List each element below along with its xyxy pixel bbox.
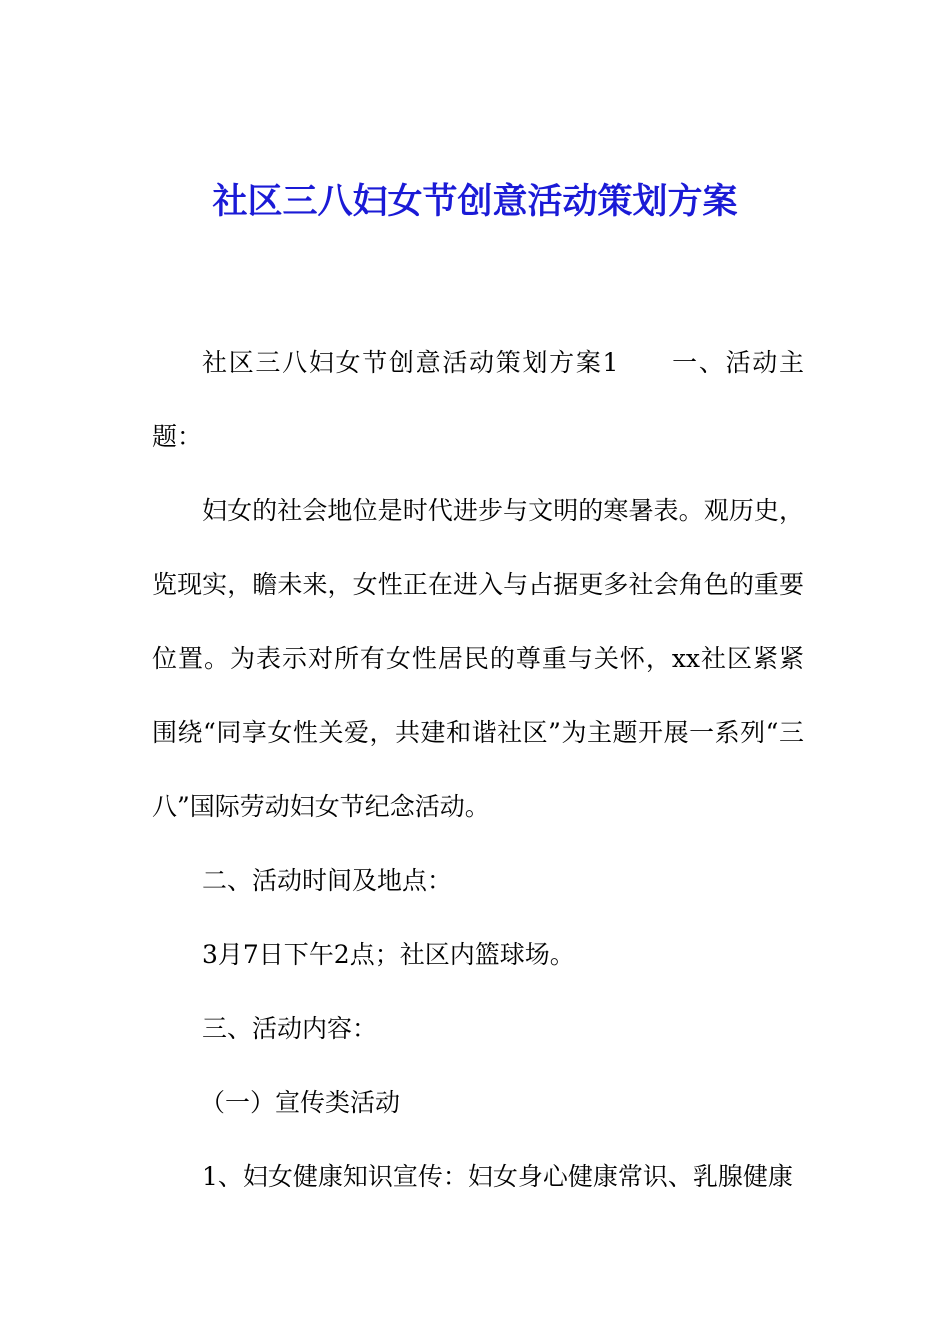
section-one-heading: 一、活动主题： xyxy=(152,348,804,451)
paragraph-time-place: 3月7日下午2点；社区内篮球场。 xyxy=(202,940,575,969)
section-three-heading: 三、活动内容： xyxy=(202,1014,378,1043)
plan-number-text: 社区三八妇女节创意活动策划方案1 xyxy=(202,348,619,377)
document-body xyxy=(152,326,804,1214)
paragraph-plan-heading xyxy=(152,326,804,474)
paragraph-item-one: 1、妇女健康知识宣传：妇女身心健康常识、乳腺健康 xyxy=(202,1162,793,1191)
section-two-heading: 二、活动时间及地点： xyxy=(202,866,453,895)
document-title: 社区三八妇女节创意活动策划方案 xyxy=(212,181,738,222)
paragraph-intro: 妇女的社会地位是时代进步与文明的寒暑表。观历史，览现实，瞻未来，女性正在进入与占据更多社会角色的重要位置。为表示对所有女性居民的尊重与关怀，xx社区紧紧围绕“同享女性关爱，共建和谐社区”为主题开展一系列“三八”国际劳动妇女节纪念活动。 xyxy=(152,496,804,821)
subsection-heading: （一）宣传类活动 xyxy=(200,1088,401,1117)
